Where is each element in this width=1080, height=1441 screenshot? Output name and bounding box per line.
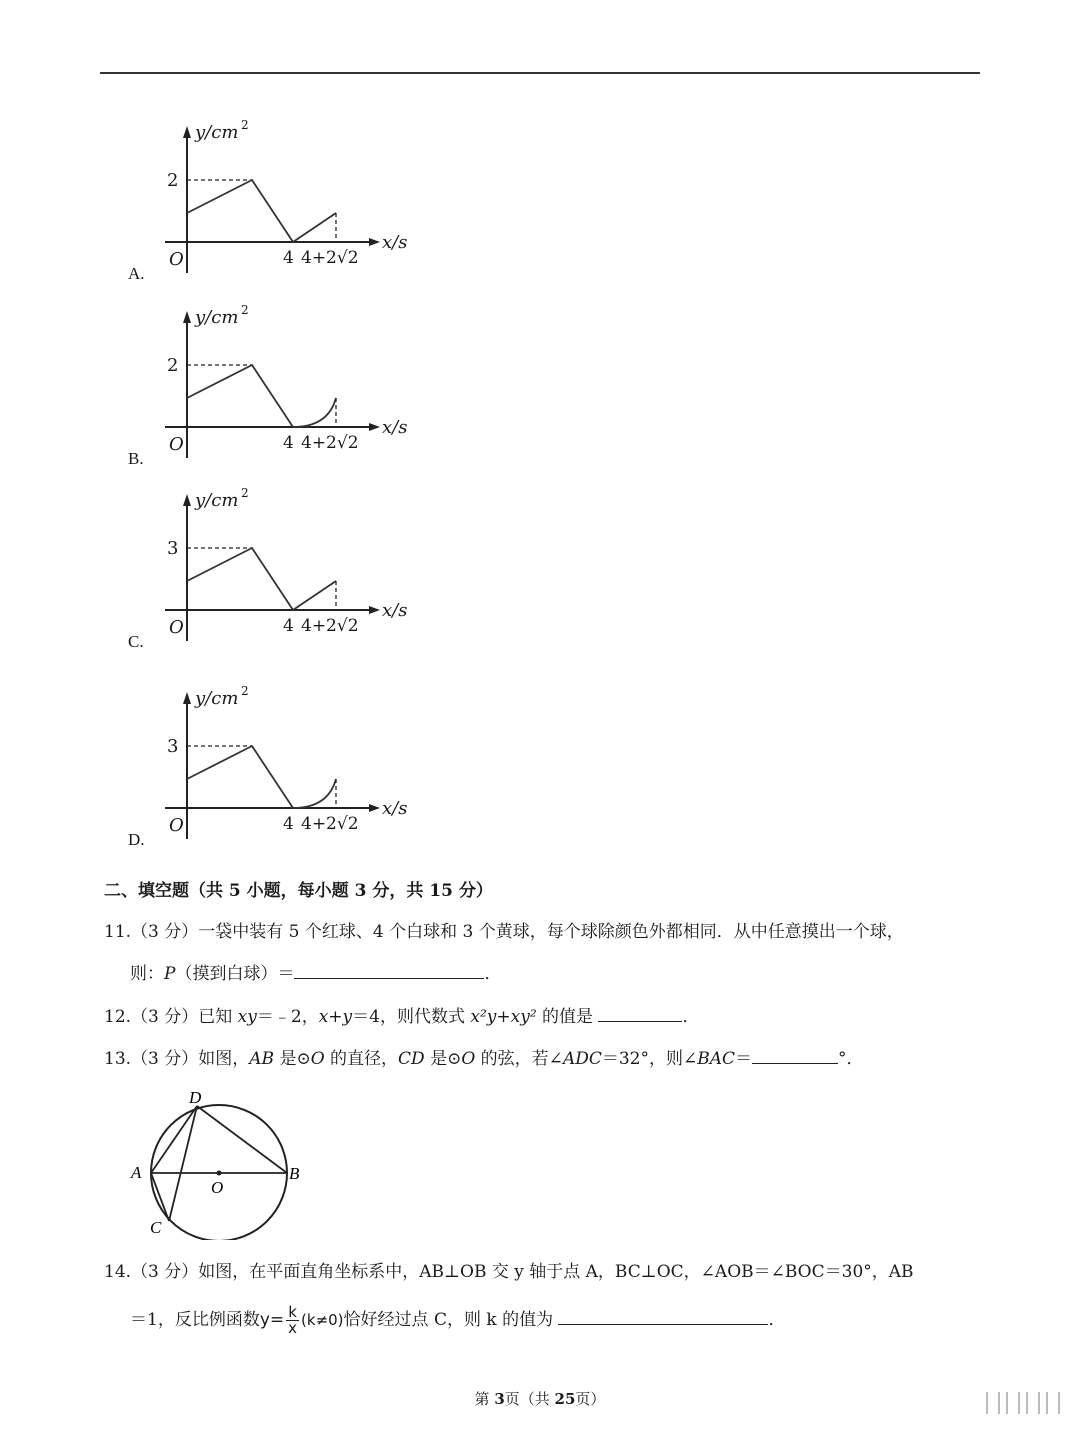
answer-blank-11[interactable] [294,962,484,979]
option-graph-a [125,118,435,288]
y-axis-arrow-icon [183,126,191,138]
footer-text: 第 [474,1390,495,1408]
toolbar-handle-icon[interactable] [1026,1392,1040,1414]
y-axis-arrow-icon [183,692,191,704]
graph-rising-curve [293,779,336,808]
question-11-line-2 [130,962,501,986]
q13-text: 的直径， [324,1049,399,1069]
x-tick-4: 4 [283,248,294,268]
x-tick-4: 4 [283,616,294,636]
graph-svg [125,684,435,854]
q13-prefix: 13.（3 分）如图， [104,1049,250,1069]
point-o-label: O [211,1178,224,1197]
graph-svg [125,303,435,473]
target-expression: x²y+xy² [470,1007,537,1027]
point-c-label: C [150,1218,162,1237]
point-a-label: A [131,1163,142,1182]
peak-value-label: 2 [167,355,179,376]
question-14-line-1 [104,1260,914,1284]
x-tick-4-plus-2sqrt2: 4+2√2 [301,433,359,453]
question-14-text: 14.（3 分）如图，在平面直角坐标系中，AB⊥OB 交 y 轴于点 A，BC⊥OC，∠AOB＝∠BOC＝30°，AB [104,1262,914,1282]
viewer-toolbar[interactable] [986,1392,1060,1414]
angle-adc: ADC [562,1049,602,1069]
total-pages: 25 [554,1390,576,1408]
function-condition: (k≠0) [301,1311,344,1329]
angle-bac: BAC [697,1049,736,1069]
question-11-mid: （摸到白球）＝ [175,964,295,984]
x-axis-label: x/s [382,600,408,621]
option-label: B. [128,449,144,468]
fraction-denominator: x [288,1319,298,1337]
q13-text: 的弦，若∠ [475,1049,563,1069]
graph-svg [125,486,435,656]
x-tick-4-plus-2sqrt2: 4+2√2 [301,616,359,636]
graph-line [187,365,293,427]
option-label: A. [128,264,145,283]
segment-cd: CD [398,1049,425,1069]
x-axis-label: x/s [382,232,408,253]
y-axis-label: y/cm [195,688,239,709]
q13-text: 是⊙ [424,1049,462,1069]
origin-label: O [169,249,184,270]
x-tick-4: 4 [283,433,294,453]
x-axis-label: x/s [382,417,408,438]
x-axis-label: x/s [382,798,408,819]
answer-blank-14[interactable] [558,1308,768,1325]
point-b-label: B [289,1164,300,1183]
top-rule [100,72,980,74]
option-graph-b [125,303,435,473]
q13-end: °． [838,1049,864,1069]
question-12 [104,1005,699,1029]
option-label: D. [128,830,145,849]
graph-rising-curve [293,398,336,427]
answer-blank-13[interactable] [752,1047,838,1064]
footer-text: 页） [575,1390,606,1408]
segment-ab: AB [249,1049,275,1069]
option-graph-d [125,684,435,854]
q14-mid: 恰好经过点 C，则 k 的值为 [343,1310,554,1330]
q14-prefix: ＝1，反比例函数 [130,1310,260,1330]
y-axis-arrow-icon [183,311,191,323]
point-d-label: D [189,1088,202,1107]
footer-text: 页（共 [504,1390,555,1408]
graph-line [187,746,293,808]
toolbar-handle-icon[interactable] [1046,1392,1060,1414]
toolbar-handle-icon[interactable] [1006,1392,1020,1414]
graph-line [187,180,293,242]
graph-line [187,548,293,610]
question-11-line-1 [104,920,904,944]
x-axis-arrow-icon [369,238,380,246]
circle-o: O [461,1049,476,1069]
y-axis-label: y/cm [195,307,239,328]
q13-text: ＝ [735,1049,753,1069]
graph-rising-line [293,581,336,610]
fraction-k-over-x [286,1305,299,1336]
origin-label: O [169,617,184,638]
condition-1-expr: xy [237,1007,257,1027]
y-axis-label-exponent: 2 [241,118,249,132]
y-axis-arrow-icon [183,494,191,506]
y-axis-label-exponent: 2 [241,684,249,698]
q13-text: 是⊙ [274,1049,311,1069]
fraction-numerator: k [288,1303,297,1321]
condition-2-value: ＝4，则代数式 [352,1007,471,1027]
circle-figure [125,1085,315,1240]
x-tick-4-plus-2sqrt2: 4+2√2 [301,248,359,268]
question-12-prefix: 12.（3 分）已知 [104,1007,238,1027]
section-title: 二、填空题（共 5 小题，每小题 3 分，共 15 分） [104,881,493,901]
x-axis-arrow-icon [369,606,380,614]
origin-label: O [169,815,184,836]
page-number: 3 [494,1390,505,1408]
x-tick-4: 4 [283,814,294,834]
question-14-line-2 [130,1305,785,1336]
question-11-text: 11.（3 分）一袋中装有 5 个红球、4 个白球和 3 个黄球，每个球除颜色外都相同．从中任意摸出一个球， [104,922,904,942]
condition-1-value: ＝﹣2， [256,1007,319,1027]
question-11-end: ． [484,964,502,984]
y-axis-label: y/cm [195,122,239,143]
origin-label: O [169,434,184,455]
question-12-suffix: 的值是 [536,1007,594,1027]
x-tick-4-plus-2sqrt2: 4+2√2 [301,814,359,834]
peak-value-label: 2 [167,170,179,191]
probability-symbol: P [164,964,176,984]
q14-end: ． [768,1310,786,1330]
function-y: y= [259,1310,285,1330]
condition-2-expr: x+y [318,1007,353,1027]
question-11-prefix: 则： [130,964,164,984]
y-axis-label-exponent: 2 [241,303,249,317]
peak-value-label: 3 [167,736,179,757]
option-label: C. [128,632,144,651]
graph-rising-line [293,213,336,242]
page-footer [0,1388,1080,1409]
answer-blank-12[interactable] [598,1005,682,1022]
circle-o: O [310,1049,325,1069]
question-12-end: ． [682,1007,700,1027]
graph-svg [125,118,435,288]
q13-text: ＝32°，则∠ [601,1049,698,1069]
y-axis-label-exponent: 2 [241,486,249,500]
peak-value-label: 3 [167,538,179,559]
x-axis-arrow-icon [369,423,380,431]
option-graph-c [125,486,435,656]
x-axis-arrow-icon [369,804,380,812]
toolbar-handle-icon[interactable] [986,1392,1000,1414]
question-13 [104,1047,864,1071]
y-axis-label: y/cm [195,490,239,511]
